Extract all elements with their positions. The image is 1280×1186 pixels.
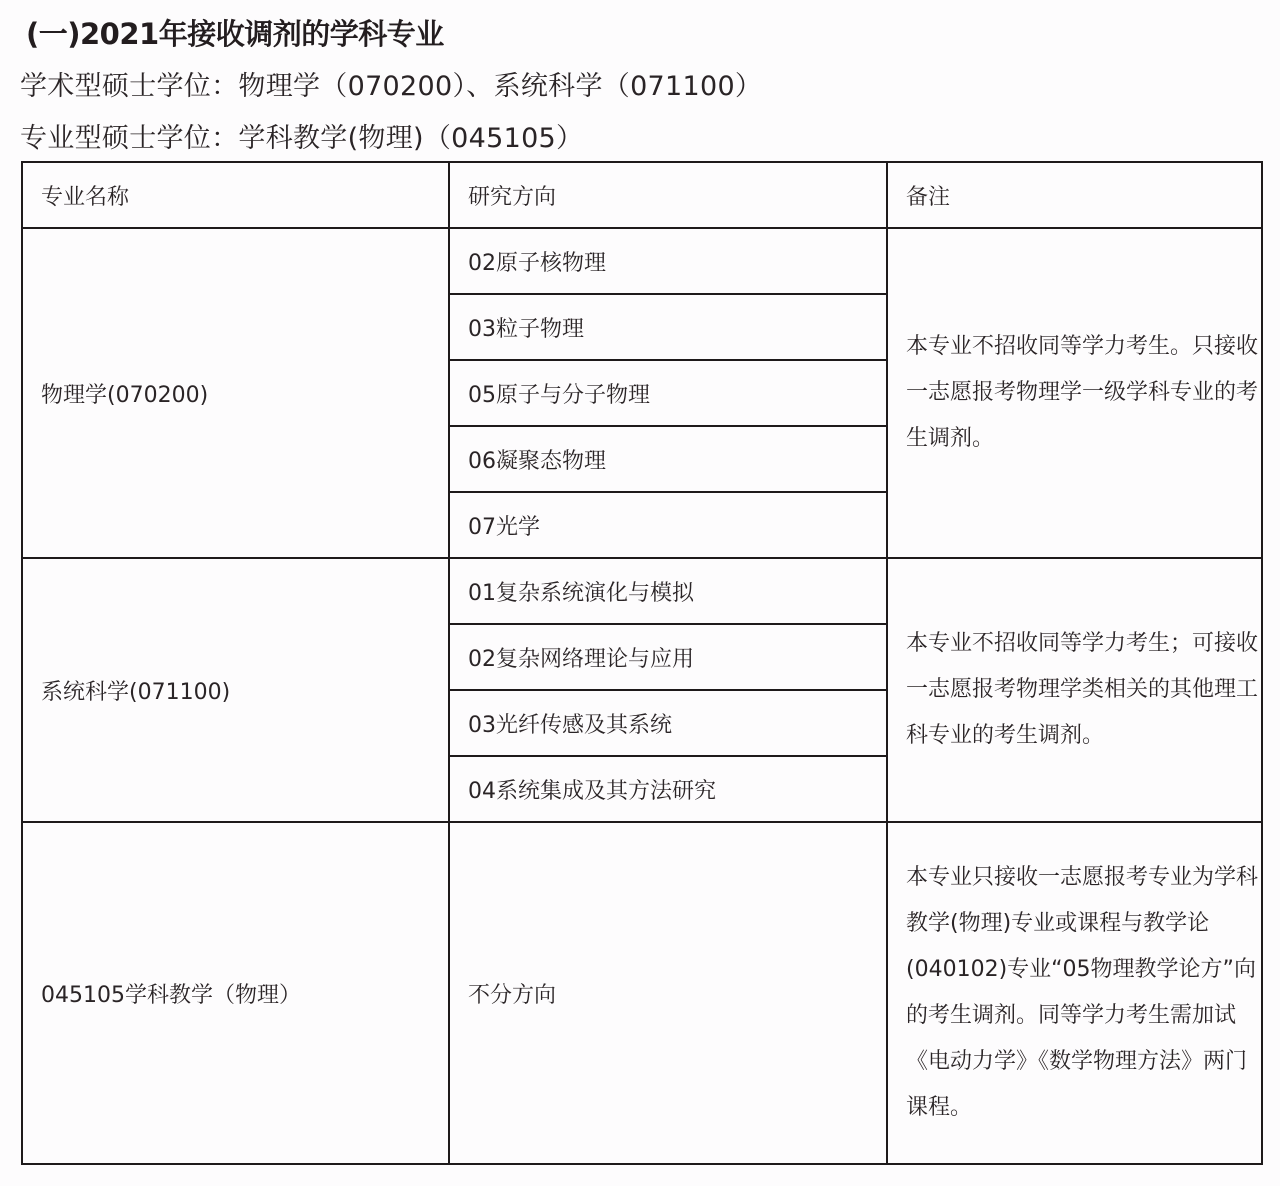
direction-cell: 不分方向 xyxy=(449,822,887,1164)
direction-cell: 03光纤传感及其系统 xyxy=(449,690,887,756)
direction-cell: 07光学 xyxy=(449,492,887,558)
direction-cell: 02复杂网络理论与应用 xyxy=(449,624,887,690)
major-name-cell: 045105学科教学（物理） xyxy=(22,822,449,1164)
major-name-cell: 系统科学(071100) xyxy=(22,558,449,822)
direction-cell: 01复杂系统演化与模拟 xyxy=(449,558,887,624)
header-major-name: 专业名称 xyxy=(22,162,449,228)
table-row xyxy=(22,558,1262,624)
direction-cell: 02原子核物理 xyxy=(449,228,887,294)
table-row xyxy=(22,228,1262,294)
academic-degree-line: 学术型硕士学位：物理学（070200）、系统科学（071100） xyxy=(20,71,763,102)
direction-cell: 03粒子物理 xyxy=(449,294,887,360)
direction-cell: 06凝聚态物理 xyxy=(449,426,887,492)
direction-cell: 05原子与分子物理 xyxy=(449,360,887,426)
table-header-row xyxy=(22,162,1262,228)
section-heading: (一)2021年接收调剂的学科专业 xyxy=(26,17,444,51)
majors-table xyxy=(21,161,1263,1165)
remarks-cell: 本专业只接收一志愿报考专业为学科教学(物理)专业或课程与教学论(040102)专业“05物理教学论方”向的考生调剂。同等学力考生需加试《电动力学》《数学物理方法》两门课程。 xyxy=(887,822,1262,1164)
professional-degree-line: 专业型硕士学位：学科教学(物理)（045105） xyxy=(20,123,584,154)
header-remarks: 备注 xyxy=(887,162,1262,228)
table-row xyxy=(22,822,1262,1164)
remarks-cell: 本专业不招收同等学力考生；可接收一志愿报考物理学类相关的其他理工科专业的考生调剂。 xyxy=(887,558,1262,822)
direction-cell: 04系统集成及其方法研究 xyxy=(449,756,887,822)
remarks-cell: 本专业不招收同等学力考生。只接收一志愿报考物理学一级学科专业的考生调剂。 xyxy=(887,228,1262,558)
header-research-direction: 研究方向 xyxy=(449,162,887,228)
major-name-cell: 物理学(070200) xyxy=(22,228,449,558)
